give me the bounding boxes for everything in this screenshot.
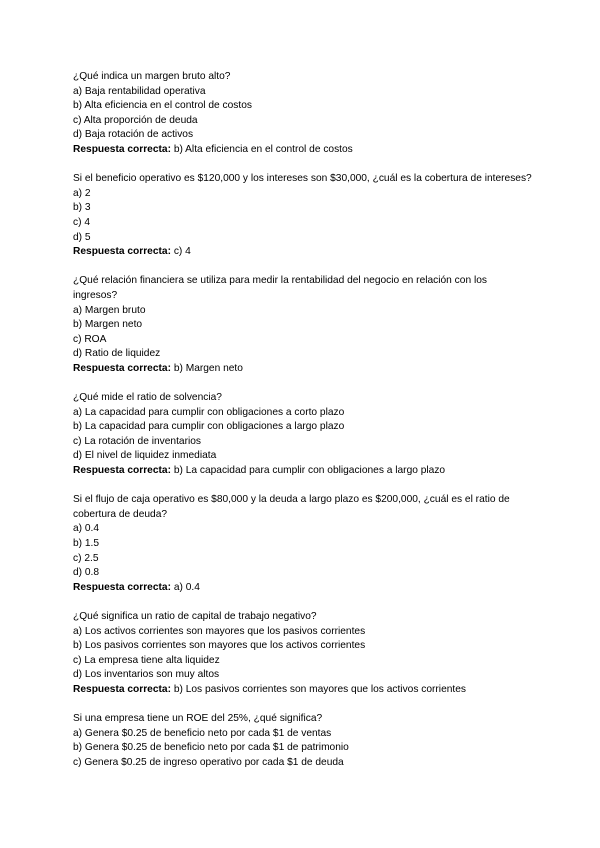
correct-answer [73,362,533,377]
answer-label: Respuesta correcta: [73,143,171,155]
option-c: c) La rotación de inventarios [73,435,201,447]
answer-text: b) Los pasivos corrientes son mayores que los activos corrientes [173,683,466,695]
question-text: ¿Qué mide el ratio de solvencia? [73,392,222,404]
question-block-6 [73,610,533,698]
option-a: a) Baja rentabilidad operativa [73,85,206,97]
question-text: Si una empresa tiene un ROE del 25%, ¿qué significa? [73,713,323,725]
answer-text: b) Margen neto [173,362,243,374]
option-c: c) Alta proporción de deuda [73,114,198,126]
question-block-2 [73,172,533,260]
question-text: ¿Qué relación financiera se utiliza para medir la rentabilidad del negocio en relación con los ingresos? [73,275,487,301]
option-c: c) 2.5 [73,552,99,564]
option-d: d) 5 [73,231,91,243]
option-b: b) 1.5 [73,538,100,549]
option-a: a) Margen bruto [73,304,146,316]
option-b: b) Genera $0.25 de beneficio neto por cada $1 de patrimonio [73,742,349,754]
option-c: c) La empresa tiene alta liquidez [73,654,220,666]
correct-answer [73,464,533,479]
option-d: d) Los inventarios son muy altos [73,669,220,681]
option-b: b) 3 [73,202,91,214]
question-text: ¿Qué indica un margen bruto alto? [73,71,231,82]
answer-label: Respuesta correcta: [73,362,171,374]
question-block-1 [73,70,533,158]
answer-label: Respuesta correcta: [73,581,171,593]
correct-answer [73,581,533,596]
option-a: a) Los activos corrientes son mayores que los pasivos corrientes [73,625,366,637]
answer-text: a) 0.4 [173,581,200,593]
option-b: b) Margen neto [73,319,143,331]
option-a: a) La capacidad para cumplir con obligaciones a corto plazo [73,406,345,418]
answer-label: Respuesta correcta: [73,683,171,695]
option-a: a) 0.4 [73,523,100,535]
answer-text: b) Alta eficiencia en el control de costos [173,143,353,155]
option-a: a) 2 [73,187,91,199]
option-a: a) Genera $0.25 de beneficio neto por cada $1 de ventas [73,727,332,739]
question-block-5 [73,493,533,595]
option-d: d) El nivel de liquidez inmediata [73,450,217,462]
option-d: d) Ratio de liquidez [73,348,161,360]
option-d: d) Baja rotación de activos [73,129,194,141]
correct-answer [73,143,533,158]
option-b: b) La capacidad para cumplir con obligaciones a largo plazo [73,421,345,433]
correct-answer [73,683,533,698]
option-b: b) Los pasivos corrientes son mayores que los activos corrientes [73,640,366,652]
option-d: d) 0.8 [73,567,100,579]
answer-label: Respuesta correcta: [73,246,171,258]
question-block-7 [73,712,533,770]
answer-text: b) La capacidad para cumplir con obligaciones a largo plazo [173,465,446,477]
option-c: c) Genera $0.25 de ingreso operativo por cada $1 de deuda [73,756,344,768]
document-page [73,70,533,785]
question-text: Si el flujo de caja operativo es $80,000 y la deuda a largo plazo es $200,000, ¿cuál es el ratio de cobertura de deuda? [73,494,510,520]
answer-label: Respuesta correcta: [73,465,171,477]
answer-text: c) 4 [173,246,191,258]
correct-answer [73,245,533,260]
question-block-3 [73,274,533,376]
option-c: c) ROA [73,333,107,345]
option-c: c) 4 [73,216,90,228]
question-text: Si el beneficio operativo es $120,000 y los intereses son $30,000, ¿cuál es la cobertura de intereses? [73,173,532,185]
option-b: b) Alta eficiencia en el control de costos [73,100,252,112]
question-block-4 [73,391,533,479]
question-text: ¿Qué significa un ratio de capital de trabajo negativo? [73,610,317,622]
